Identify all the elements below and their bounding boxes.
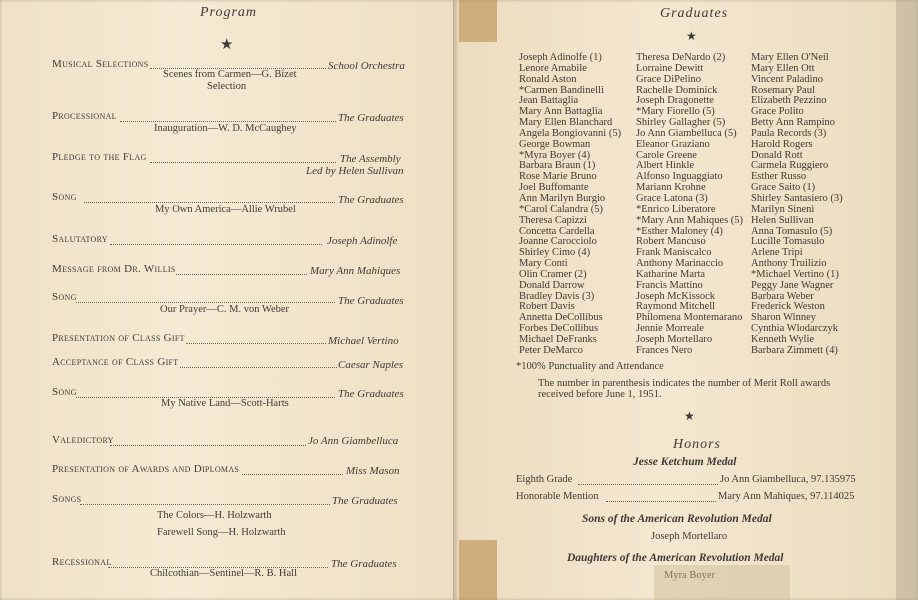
eighth-grade-value: Jo Ann Giambelluca, 97.135975	[720, 474, 856, 485]
merit-roll-note: The number in parenthesis indicates the number of Merit Roll awards received before June 1, 1951.	[538, 378, 831, 400]
daughters-medal-recipient: Myra Boyer	[664, 570, 716, 581]
leader-dots	[242, 474, 343, 475]
program-item-sub: The Colors—H. Holzwarth	[157, 510, 272, 521]
list-item: Mary Ellen Ott	[751, 62, 815, 74]
program-item-label: Message from Dr. Willis	[52, 263, 176, 275]
program-item-label: Processional	[52, 110, 117, 122]
program-item-performer: The Graduates	[338, 388, 404, 400]
list-item: Cynthia Wlodarczyk	[751, 323, 838, 335]
list-item: Arlene Tripi	[751, 247, 803, 259]
list-item: *Carmen Bandinelli	[519, 84, 604, 96]
leader-dots	[84, 202, 335, 203]
leader-dots	[120, 121, 336, 122]
list-item: Albert Hinkle	[636, 160, 695, 172]
program-item-performer: The Graduates	[338, 112, 404, 124]
graduates-page	[456, 0, 918, 600]
star-icon: ★	[686, 29, 697, 43]
list-item: Anthony Marinaccio	[636, 258, 724, 270]
program-item-performer: Jo Ann Giambelluca	[308, 435, 399, 447]
list-item: Bradley Davis (3)	[519, 290, 595, 302]
program-item-label: Song	[52, 291, 77, 303]
list-item: Jo Ann Giambelluca (5)	[636, 127, 737, 139]
list-item: Harold Rogers	[751, 138, 813, 150]
leader-dots	[606, 501, 716, 502]
punctuality-note: *100% Punctuality and Attendance	[516, 361, 664, 372]
list-item: Paula Records (3)	[751, 127, 827, 139]
program-item-performer: Mary Ann Mahiques	[310, 265, 401, 277]
program-item-sub: Chilcothian—Sentinel—R. B. Hall	[150, 568, 297, 579]
program-title: Program	[200, 5, 258, 20]
program-item-sub: Selection	[207, 81, 247, 92]
list-item: Alfonso Inguaggiato	[636, 171, 723, 183]
program-item-label: Presentation of Class Gift	[52, 332, 185, 344]
program-item-label: Song	[52, 191, 77, 203]
list-item: Theresa DeNardo (2)	[636, 52, 726, 63]
leader-dots	[186, 343, 326, 344]
program-item-performer: Joseph Adinolfe	[327, 235, 398, 247]
program-item-sub: Farewell Song—H. Holzwarth	[157, 527, 286, 538]
program-item-performer: The Graduates	[331, 558, 397, 570]
list-item: Theresa Capizzi	[519, 214, 587, 226]
list-item: Ronald Aston	[519, 73, 577, 85]
list-item: Frank Maniscalco	[636, 247, 712, 259]
list-item: Helen Sullivan	[751, 214, 814, 226]
list-item: Francis Mattino	[636, 279, 703, 291]
program-item-performer: The Graduates	[338, 295, 404, 307]
list-item: *Carol Calandra (5)	[519, 203, 603, 215]
program-item-label: Salutatory	[52, 233, 108, 245]
list-item: Lorraine Dewitt	[636, 62, 704, 74]
program-item-sub: My Own America—Allie Wrubel	[155, 204, 296, 215]
daughters-medal-title: Daughters of the American Revolution Medal	[567, 552, 784, 564]
list-item: Grace Saito (1)	[751, 182, 816, 194]
list-item: Frederick Weston	[751, 301, 825, 313]
list-item: Eleanor Graziano	[636, 138, 710, 150]
list-item: Frances Nero	[636, 344, 693, 356]
list-item: Mary Ellen Blanchard	[519, 117, 613, 129]
program-item-performer: Michael Vertino	[328, 335, 399, 347]
list-item: Peggy Jane Wagner	[751, 279, 834, 291]
list-item: Jean Battaglia	[519, 95, 579, 107]
list-item: Forbes DeCollibus	[519, 323, 599, 335]
program-item-sub: Scenes from Carmen—G. Bizet	[163, 69, 297, 80]
list-item: Philomena Montemarano	[636, 312, 743, 324]
list-item: Lenore Amabile	[519, 62, 587, 74]
list-item: Carmela Ruggiero	[751, 160, 829, 172]
list-item: Shirley Gallagher (5)	[636, 117, 726, 129]
graduates-column-1	[519, 53, 621, 357]
list-item: Joanne Carocciolo	[519, 236, 597, 248]
leader-dots	[110, 445, 306, 446]
honors-title: Honors	[673, 437, 722, 452]
leader-dots	[578, 484, 718, 485]
list-item: Annetta DeCollibus	[519, 312, 603, 324]
list-item: Anthony Truilizio	[751, 258, 827, 270]
leader-dots	[80, 504, 330, 505]
list-item: Rachelle Dominick	[636, 84, 718, 96]
program-item-label: Songs	[52, 493, 82, 505]
list-item: Mariann Krohne	[636, 182, 706, 194]
program-item-performer: Miss Mason	[346, 465, 400, 477]
list-item: Robert Davis	[519, 301, 575, 313]
ketchum-medal-title: Jesse Ketchum Medal	[633, 456, 737, 468]
list-item: Vincent Paladino	[751, 73, 823, 85]
program-item-performer: Caesar Naples	[338, 359, 404, 371]
list-item: Grace DiPelino	[636, 73, 702, 85]
program-item-performer: The Graduates	[332, 495, 398, 507]
program-item-label: Acceptance of Class Gift	[52, 356, 179, 368]
list-item: Joseph McKissock	[636, 290, 716, 302]
list-item: Anna Tomasulo (5)	[751, 225, 833, 237]
list-item: Raymond Mitchell	[636, 301, 716, 313]
leader-dots	[180, 367, 337, 368]
list-item: Sharon Winney	[751, 312, 816, 324]
program-item-label: Song	[52, 386, 77, 398]
list-item: George Bowman	[519, 138, 591, 150]
list-item: Betty Ann Rampino	[751, 117, 835, 129]
sons-medal-title: Sons of the American Revolution Medal	[582, 513, 772, 525]
list-item: Concetta Cardella	[519, 225, 595, 237]
program-item-label: Presentation of Awards and Diplomas	[52, 463, 240, 475]
program-item-label: Musical Selections	[52, 58, 149, 70]
list-item: *Enrico Liberatore	[636, 203, 716, 215]
list-item: Shirley Cimo (4)	[519, 247, 591, 259]
list-item: Katharine Marta	[636, 268, 706, 280]
honorable-mention-value: Mary Ann Mahiques, 97.114025	[718, 491, 855, 502]
list-item: Carole Greene	[636, 149, 697, 161]
eighth-grade-label: Eighth Grade	[516, 474, 573, 485]
list-item: Grace Latona (3)	[636, 192, 708, 204]
program-item-performer: School Orchestra	[328, 60, 405, 72]
list-item: Joseph Adinolfe (1)	[519, 52, 602, 63]
list-item: *Mary Ann Mahiques (5)	[636, 214, 744, 226]
program-item-performer: The Graduates	[338, 194, 404, 206]
list-item: Peter DeMarco	[519, 344, 583, 356]
graduates-column-2	[636, 53, 743, 357]
tape-strip	[896, 0, 918, 600]
list-item: Rosemary Paul	[751, 84, 815, 96]
graduates-column-3	[751, 53, 843, 357]
list-item: Shirley Santasiero (3)	[751, 192, 843, 204]
list-item: Mary Ann Battaglia	[519, 106, 603, 118]
program-item-label: Pledge to the Flag	[52, 151, 147, 163]
list-item: Barbara Weber	[751, 290, 814, 302]
program-item-label: Recessional	[52, 556, 112, 568]
program-page	[0, 0, 455, 600]
list-item: Mary Conti	[519, 258, 568, 270]
program-item-performer: The Assembly	[340, 153, 401, 165]
list-item: Olin Cramer (2)	[519, 268, 587, 280]
program-item-sub: My Native Land—Scott-Harts	[161, 398, 289, 409]
leader-dots	[110, 244, 322, 245]
list-item: Elizabeth Pezzino	[751, 95, 827, 107]
program-item-label: Valedictory	[52, 434, 114, 446]
leader-dots	[76, 302, 335, 303]
list-item: Barbara Braun (1)	[519, 160, 596, 172]
honorable-mention-label: Honorable Mention	[516, 491, 599, 502]
leader-dots	[150, 162, 336, 163]
list-item: Marilyn Sineni	[751, 203, 815, 215]
program-item-sub: Our Prayer—C. M. von Weber	[160, 304, 290, 315]
list-item: Mary Ellen O'Neil	[751, 52, 829, 63]
list-item: Lucille Tomasulo	[751, 236, 825, 248]
list-item: Esther Russo	[751, 171, 807, 183]
list-item: Joseph Mortellaro	[636, 333, 713, 345]
list-item: Jennie Morreale	[636, 323, 704, 335]
sons-medal-recipient: Joseph Mortellaro	[651, 531, 728, 542]
list-item: Michael DeFranks	[519, 333, 597, 345]
tape-strip	[459, 540, 497, 600]
star-icon: ★	[684, 409, 695, 423]
list-item: Joseph Dragonette	[636, 95, 714, 107]
list-item: Robert Mancuso	[636, 236, 706, 248]
star-icon: ★	[220, 37, 234, 53]
list-item: Ann Marilyn Burgio	[519, 192, 606, 204]
list-item: Donald Rott	[751, 149, 803, 161]
list-item: *Esther Maloney (4)	[636, 225, 723, 237]
graduates-title: Graduates	[660, 6, 729, 21]
list-item: Grace Polito	[751, 106, 804, 118]
list-item: Kenneth Wylie	[751, 333, 815, 345]
leader-dots	[176, 274, 307, 275]
list-item: Donald Darrow	[519, 279, 585, 291]
list-item: *Michael Vertino (1)	[751, 268, 839, 280]
list-item: Barbara Zimmett (4)	[751, 344, 838, 356]
list-item: Joel Buffomante	[519, 182, 589, 194]
list-item: Rose Marie Bruno	[519, 171, 597, 183]
program-item-sub: Led by Helen Sullivan	[306, 165, 404, 177]
program-item-sub: Inauguration—W. D. McCaughey	[154, 123, 297, 134]
list-item: *Mary Fiorello (5)	[636, 106, 715, 118]
list-item: *Myra Boyer (4)	[519, 149, 591, 161]
list-item: Angela Bongiovanni (5)	[519, 127, 622, 139]
tape-strip	[654, 565, 790, 600]
tape-strip	[459, 0, 497, 42]
